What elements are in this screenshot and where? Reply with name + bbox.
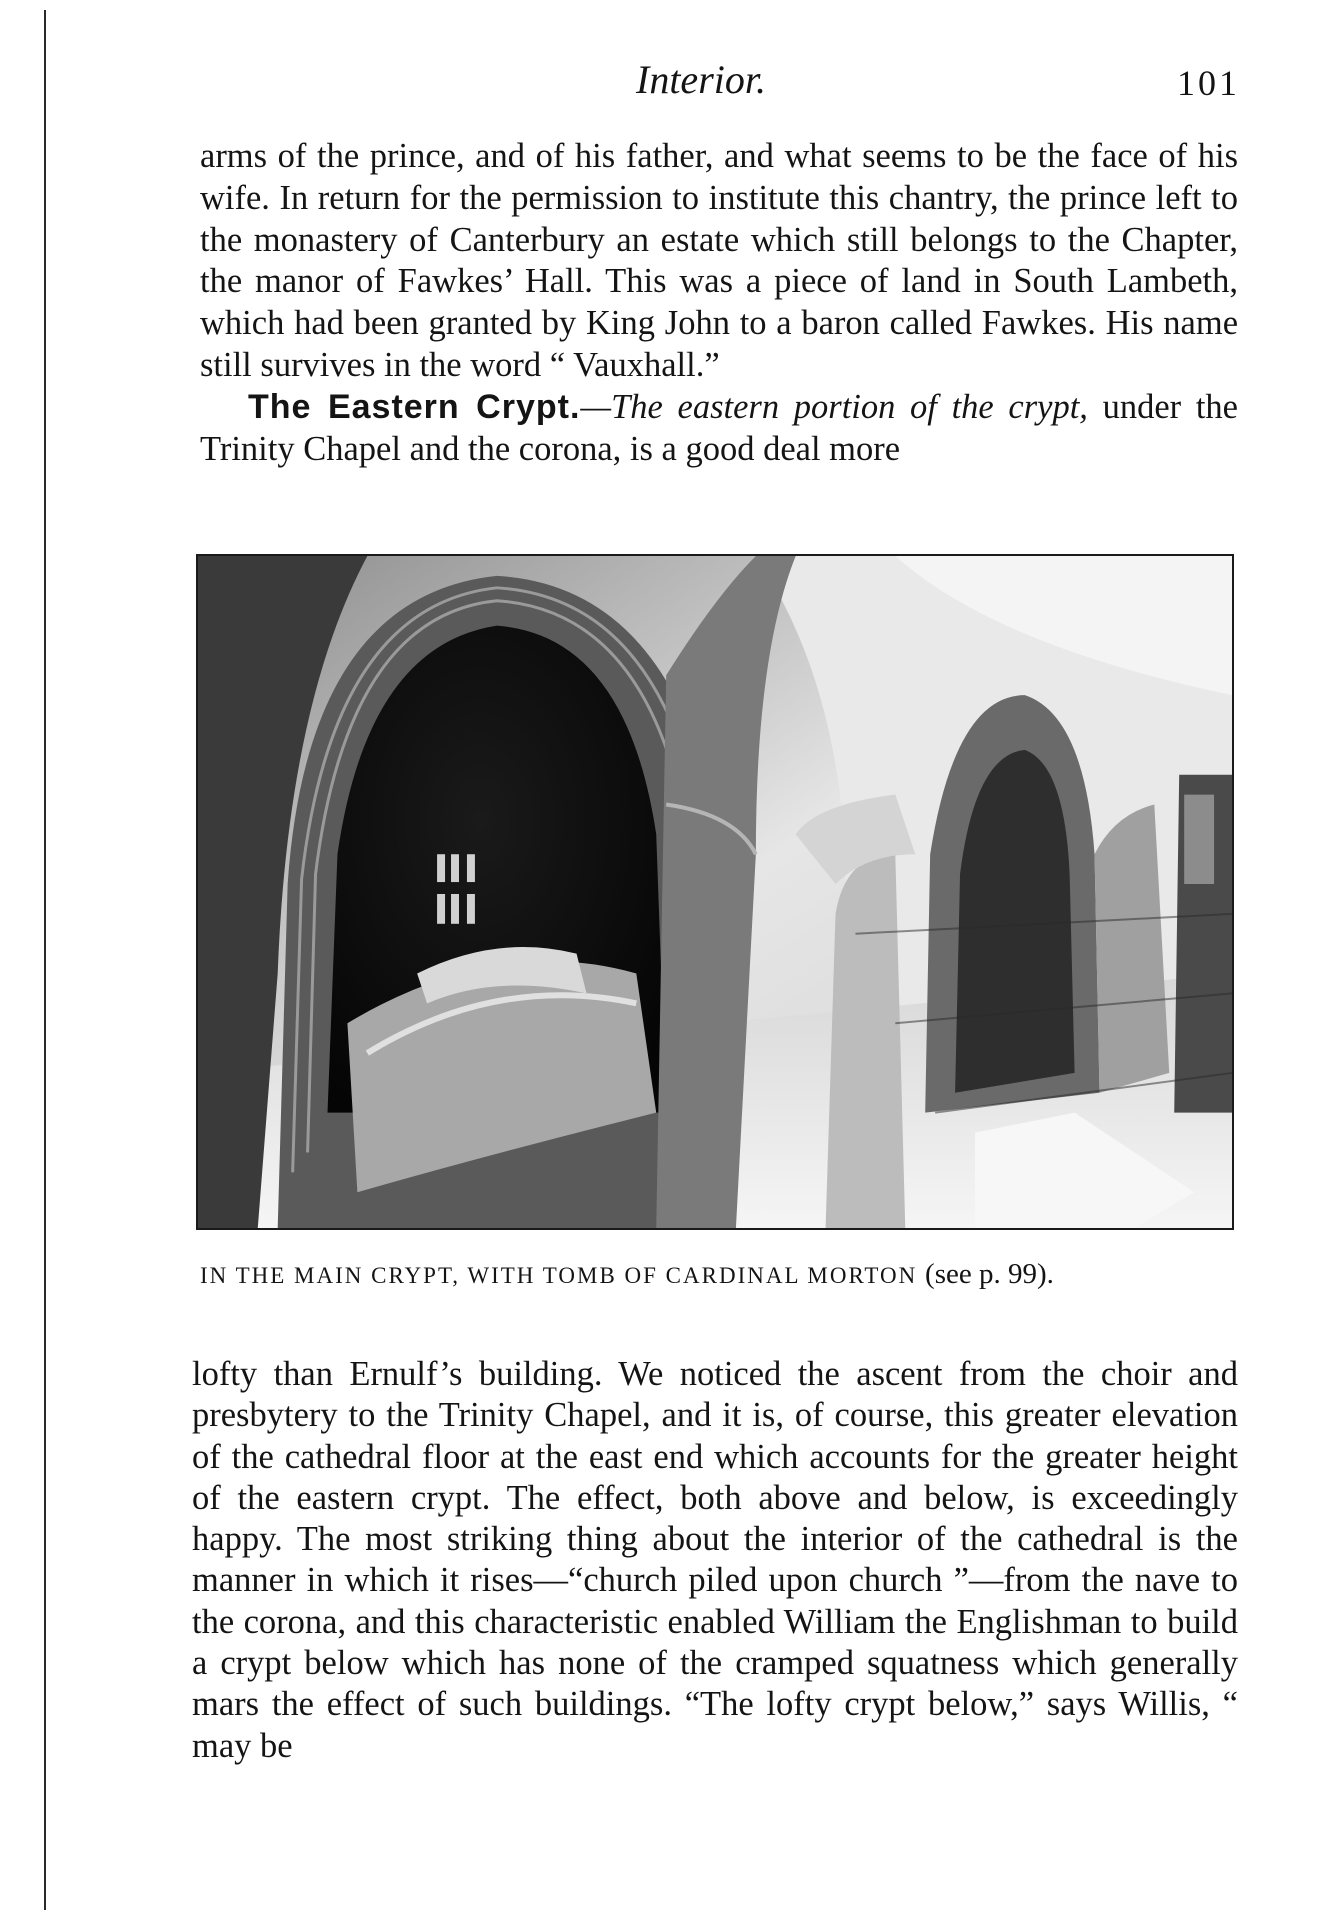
body-text-top [200,136,1238,470]
text-line: been granted by King John to a baron called Fawkes. His [353,304,1154,343]
text-line: buildings. “The lofty crypt below,” says Willis, “ may be [192,1685,1238,1765]
text-line: this chantry, the prince left to the monastery of Canterbury an [200,178,1239,259]
body-text-bottom [192,1354,1238,1767]
text-line: estate which still belongs to the Chapter, the manor of Fawkes’ [200,220,1238,301]
text-line: The effect, both above and below, is exceedingly happy. The [192,1478,1238,1559]
text-line: arms of the prince, and of his father, and what seems to be [200,137,1028,175]
text-line: manner in which it rises—“church piled upon church ”—from [192,1561,1071,1600]
text-line: the face of his wife. In return for the permission to institute [200,137,1239,217]
paragraph-eastern-crypt [200,387,1238,471]
text-line: choir and presbytery to the Trinity Chapel, and it is, of course, [192,1355,1238,1435]
page-number: 101 [1177,63,1240,103]
text-line: under the Trinity Chapel and the corona, is a good deal more [200,387,1238,468]
caption-text: IN THE MAIN CRYPT, WITH TOMB OF CARDINAL MORTON [200,1263,918,1288]
paragraph-continued [200,136,1238,387]
text-line: which accounts for the greater height of the eastern crypt. [192,1437,1239,1517]
running-title: Interior. [636,57,766,102]
crypt-photograph [196,554,1234,1230]
page-binding-edge [44,10,46,1910]
text-line: Hall. This was a piece of land in South Lambeth, which had [200,262,1239,343]
caption-page-reference: (see p. 99). [925,1258,1054,1290]
text-line: name still survives in the word “ Vauxhall.” [200,304,1239,384]
running-head [200,56,1240,116]
text-line: cramped squatness which generally mars the effect of such [192,1644,1239,1724]
text-line: the Englishman to build a crypt below which has none of the [192,1602,1238,1683]
figure-caption [200,1258,1240,1291]
section-heading-continuation: —The eastern portion of the crypt, [580,387,1088,426]
paragraph-continued [192,1354,1238,1767]
text-line: most striking thing about the interior of the cathedral is the [365,1520,1238,1559]
text-line: this greater elevation of the cathedral floor at the east end [192,1396,1238,1476]
section-heading: The Eastern Crypt. [248,387,581,426]
text-line: the nave to the corona, and this characteristic enabled William [192,1561,1239,1641]
text-line: lofty than Ernulf’s building. We noticed the ascent from the [192,1355,1085,1393]
